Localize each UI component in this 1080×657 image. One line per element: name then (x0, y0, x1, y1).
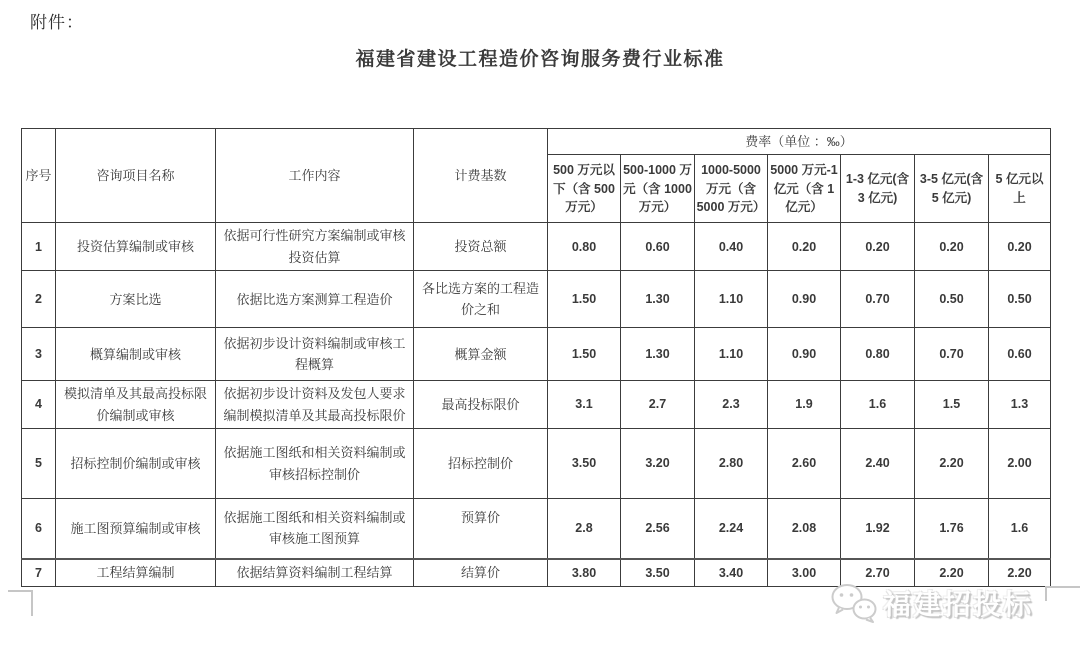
table-row (22, 223, 1051, 271)
row-no: 3 (22, 328, 56, 381)
project-name: 招标控制价编制或审核 (56, 429, 216, 499)
rate-value: 1.10 (695, 271, 768, 328)
table-row (22, 271, 1051, 328)
attachment-label: 附件： (30, 13, 84, 32)
billing-base: 最高投标限价 (414, 381, 548, 429)
rate-value: 2.20 (989, 559, 1051, 587)
text-boundary-mark-left (8, 590, 33, 616)
rate-value: 0.20 (768, 223, 841, 271)
text-boundary-mark-right (1045, 586, 1080, 601)
rate-value: 2.80 (695, 429, 768, 499)
table-row (22, 429, 1051, 499)
rate-value: 0.20 (841, 223, 915, 271)
column-header-rate-1: 500 万元以下（含 500 万元） (548, 155, 621, 223)
row-no: 1 (22, 223, 56, 271)
column-header-rate-6: 3-5 亿元(含 5 亿元) (915, 155, 989, 223)
rate-value: 0.70 (841, 271, 915, 328)
row-no: 5 (22, 429, 56, 499)
rate-value: 1.9 (768, 381, 841, 429)
rate-value: 2.08 (768, 499, 841, 559)
rate-value: 2.60 (768, 429, 841, 499)
billing-base: 投资总额 (414, 223, 548, 271)
rate-value: 1.50 (548, 271, 621, 328)
rate-value: 1.50 (548, 328, 621, 381)
page-title: 福建省建设工程造价咨询服务费行业标准 (355, 49, 725, 70)
rate-value: 2.40 (841, 429, 915, 499)
rate-value: 3.80 (548, 559, 621, 587)
rate-value: 0.50 (989, 271, 1051, 328)
billing-base: 概算金额 (414, 328, 548, 381)
watermark-text: 福建招投标 (883, 589, 1034, 620)
rate-value: 2.20 (915, 559, 989, 587)
project-name: 施工图预算编制或审核 (56, 499, 216, 559)
rate-value: 1.92 (841, 499, 915, 559)
billing-base: 招标控制价 (414, 429, 548, 499)
rate-value: 2.20 (915, 429, 989, 499)
rate-value: 2.7 (621, 381, 695, 429)
billing-base: 各比选方案的工程造价之和 (414, 271, 548, 328)
rate-value: 1.6 (989, 499, 1051, 559)
column-header-no: 序号 (22, 129, 56, 223)
column-header-project: 咨询项目名称 (56, 129, 216, 223)
project-name: 模拟清单及其最高投标限价编制或审核 (56, 381, 216, 429)
column-header-rate-7: 5 亿元以上 (989, 155, 1051, 223)
rate-value: 0.50 (915, 271, 989, 328)
project-name: 工程结算编制 (56, 559, 216, 587)
row-no: 2 (22, 271, 56, 328)
rate-value: 1.76 (915, 499, 989, 559)
project-name: 投资估算编制或审核 (56, 223, 216, 271)
rate-value: 3.50 (621, 559, 695, 587)
column-header-base: 计费基数 (414, 129, 548, 223)
rate-value: 0.80 (841, 328, 915, 381)
rate-value: 0.60 (621, 223, 695, 271)
rate-value: 0.90 (768, 271, 841, 328)
column-header-rate-4: 5000 万元-1 亿元（含 1 亿元） (768, 155, 841, 223)
rate-value: 0.90 (768, 328, 841, 381)
column-header-rate-2: 500-1000 万元（含 1000 万元） (621, 155, 695, 223)
column-header-rate-5: 1-3 亿元(含 3 亿元) (841, 155, 915, 223)
rate-value: 0.20 (915, 223, 989, 271)
project-name: 方案比选 (56, 271, 216, 328)
rate-value: 3.40 (695, 559, 768, 587)
rate-value: 1.6 (841, 381, 915, 429)
row-no: 7 (22, 559, 56, 587)
row-no: 4 (22, 381, 56, 429)
rate-value: 1.30 (621, 328, 695, 381)
rate-value: 2.24 (695, 499, 768, 559)
fee-rate-table (21, 128, 1051, 587)
rate-value: 2.8 (548, 499, 621, 559)
rate-value: 3.20 (621, 429, 695, 499)
table-row (22, 381, 1051, 429)
rate-value: 2.3 (695, 381, 768, 429)
table-header-row-group (22, 129, 1051, 155)
column-header-rate-3: 1000-5000 万元（含 5000 万元） (695, 155, 768, 223)
work-content: 依据结算资料编制工程结算 (216, 559, 414, 587)
table-row (22, 328, 1051, 381)
work-content: 依据施工图纸和相关资料编制或审核施工图预算 (216, 499, 414, 559)
rate-value: 0.80 (548, 223, 621, 271)
rate-value: 0.60 (989, 328, 1051, 381)
rate-value: 1.5 (915, 381, 989, 429)
work-content: 依据可行性研究方案编制或审核投资估算 (216, 223, 414, 271)
work-content: 依据初步设计资料编制或审核工程概算 (216, 328, 414, 381)
table-row (22, 499, 1051, 559)
watermark-brand (830, 583, 1033, 623)
column-header-work: 工作内容 (216, 129, 414, 223)
work-content: 依据施工图纸和相关资料编制或审核招标控制价 (216, 429, 414, 499)
rate-value: 3.1 (548, 381, 621, 429)
rate-value: 2.56 (621, 499, 695, 559)
rate-value: 2.00 (989, 429, 1051, 499)
row-no: 6 (22, 499, 56, 559)
billing-base: 预算价 (414, 499, 548, 559)
billing-base: 结算价 (414, 559, 548, 587)
wechat-icon (830, 583, 878, 623)
rate-value: 3.00 (768, 559, 841, 587)
rate-value: 0.40 (695, 223, 768, 271)
work-content: 依据比选方案测算工程造价 (216, 271, 414, 328)
work-content: 依据初步设计资料及发包人要求编制模拟清单及其最高投标限价 (216, 381, 414, 429)
rate-value: 0.20 (989, 223, 1051, 271)
rate-value: 2.70 (841, 559, 915, 587)
rate-value: 1.10 (695, 328, 768, 381)
rate-value: 1.30 (621, 271, 695, 328)
column-header-rate-group: 费率（单位 ：‰） (548, 129, 1051, 155)
rate-value: 3.50 (548, 429, 621, 499)
rate-value: 1.3 (989, 381, 1051, 429)
rate-value: 0.70 (915, 328, 989, 381)
project-name: 概算编制或审核 (56, 328, 216, 381)
